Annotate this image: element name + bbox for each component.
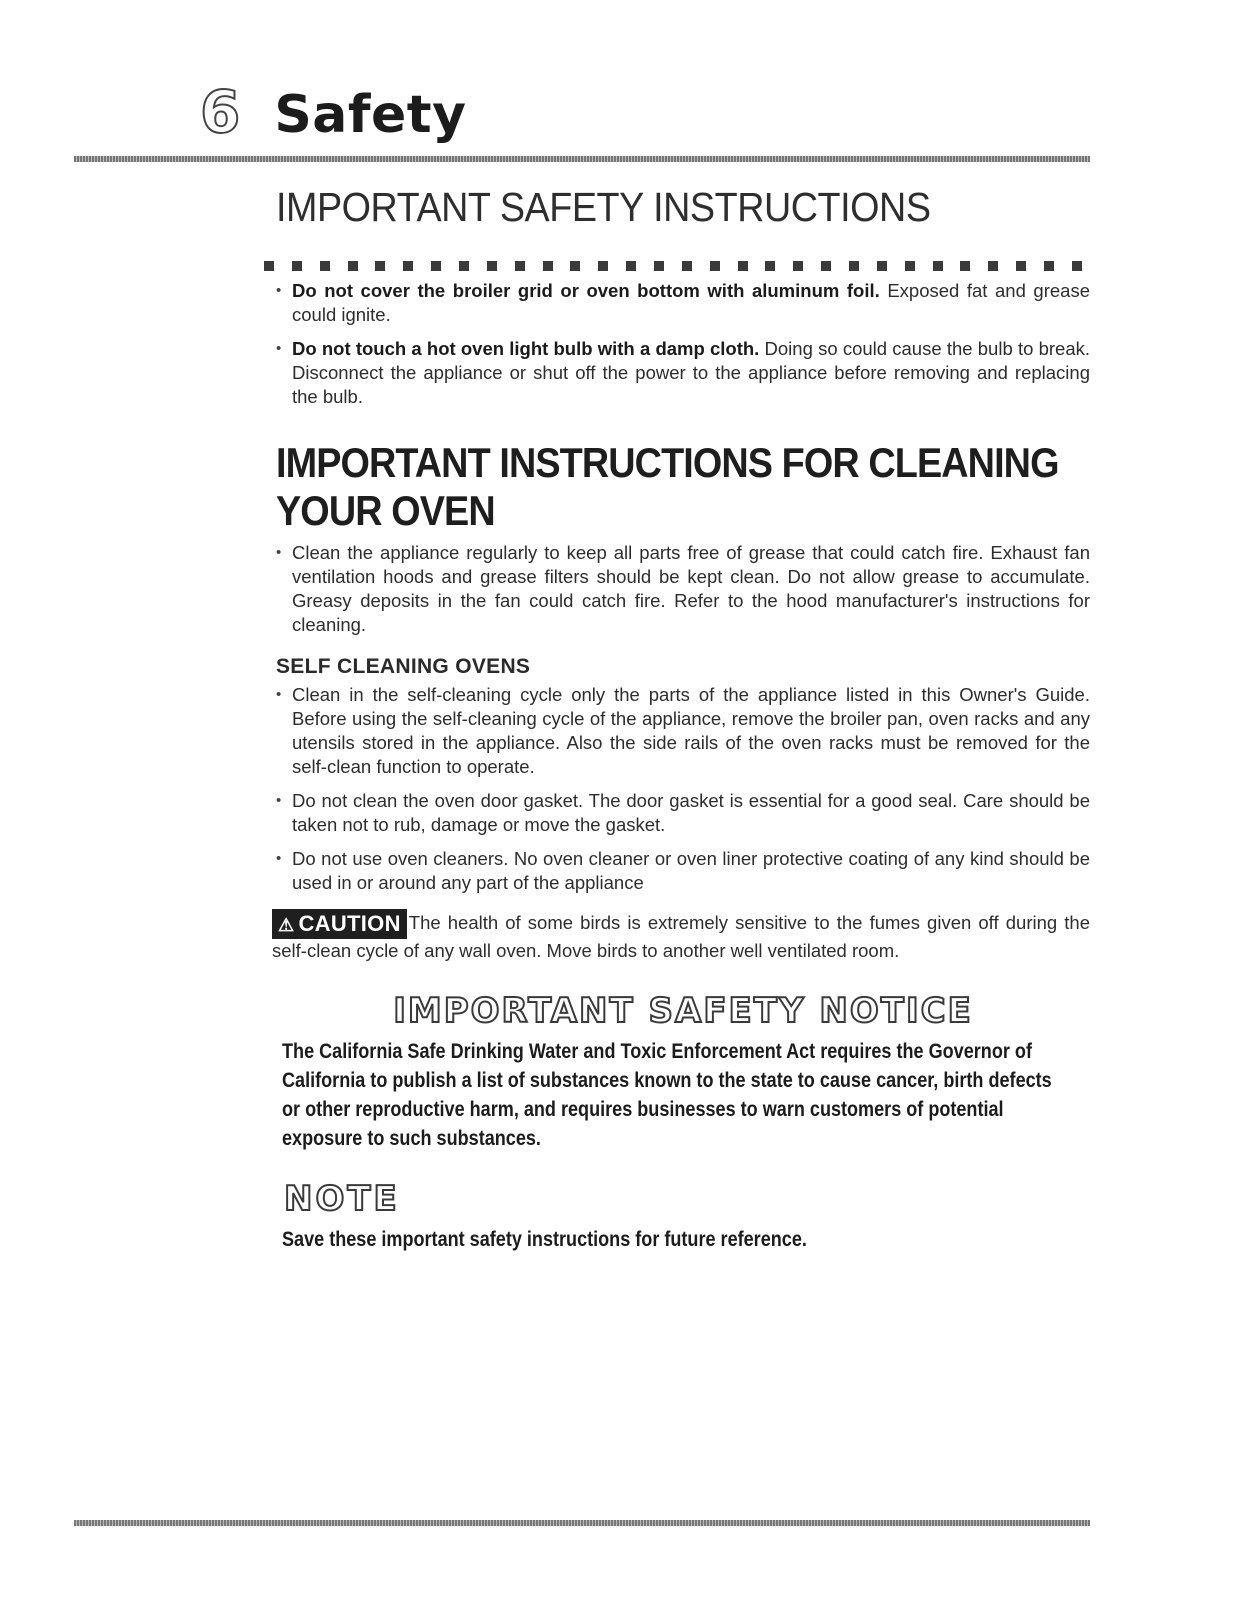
- item-bold: Do not touch a hot oven light bulb with a damp cloth.: [292, 338, 760, 359]
- caution-paragraph: [272, 909, 1090, 963]
- list-item: • Do not use oven cleaners. No oven cleaner or oven liner protective coating of any kind should be used in or around any part of the appliance: [276, 847, 1090, 895]
- square-dot-divider: [264, 261, 1082, 271]
- notice-body: The California Safe Drinking Water and Toxic Enforcement Act requires the Governor of California to publish a list of substances known to the state to cause cancer, birth defects or other reproductive harm, and requires businesses to warn customers of potential exposure to such substances.: [282, 1040, 1052, 1150]
- important-safety-heading: IMPORTANT SAFETY INSTRUCTIONS: [276, 184, 931, 230]
- item-bold: Do not cover the broiler grid or oven bottom with aluminum foil.: [292, 280, 880, 301]
- note-title: NOTE: [284, 1179, 400, 1219]
- page-header: [200, 78, 467, 146]
- page-title: Safety: [274, 85, 467, 145]
- bottom-divider: [74, 1520, 1090, 1526]
- list-item: • Clean in the self-cleaning cycle only the parts of the appliance listed in this Owner's Guide. Before using the self-cleaning cycle of the appliance, remove the broiler pan, oven racks and any utensils stored in the appliance. Also the side rails of the oven racks must be removed for the self-clean function to operate.: [276, 683, 1090, 779]
- section-number: 6: [200, 78, 241, 146]
- warning-triangle-icon: ⚠: [278, 915, 295, 935]
- item-text: Exposed fat and grease could ignite.: [292, 280, 1090, 325]
- caution-label: CAUTION: [298, 911, 401, 936]
- list-item: • Do not clean the oven door gasket. The door gasket is essential for a good seal. Care should be taken not to rub, damage or move the gasket.: [276, 789, 1090, 837]
- list-item: [276, 337, 1090, 409]
- note-body: Save these important safety instructions for future reference.: [282, 1228, 807, 1251]
- list-item: [276, 279, 1090, 327]
- cleaning-heading: IMPORTANT INSTRUCTIONS FOR CLEANING YOUR OVEN: [276, 439, 1059, 534]
- self-cleaning-list: [276, 683, 1090, 895]
- item-text: Doing so could cause the bulb to break. Disconnect the appliance or shut off the power to the appliance before removing and replacing the bulb.: [292, 338, 1090, 407]
- self-cleaning-heading: SELF CLEANING OVENS: [276, 655, 531, 678]
- list-item: • Clean the appliance regularly to keep all parts free of grease that could catch fire. Exhaust fan ventilation hoods and grease filters should be kept clean. Do not allow grease to accumulate. Greasy deposits in the fan could catch fire. Refer to the hood manufacturer's instructions for cleaning.: [276, 541, 1090, 637]
- cleaning-list: [276, 541, 1090, 637]
- top-divider: [74, 156, 1090, 162]
- caution-text: The health of some birds is extremely sensitive to the fumes given off during the self-clean cycle of any wall oven. Move birds to another well ventilated room.: [272, 912, 1090, 961]
- caution-badge: [272, 909, 407, 939]
- content: [272, 184, 1090, 1254]
- notice-title: IMPORTANT SAFETY NOTICE: [393, 991, 973, 1031]
- safety-list: [276, 279, 1090, 409]
